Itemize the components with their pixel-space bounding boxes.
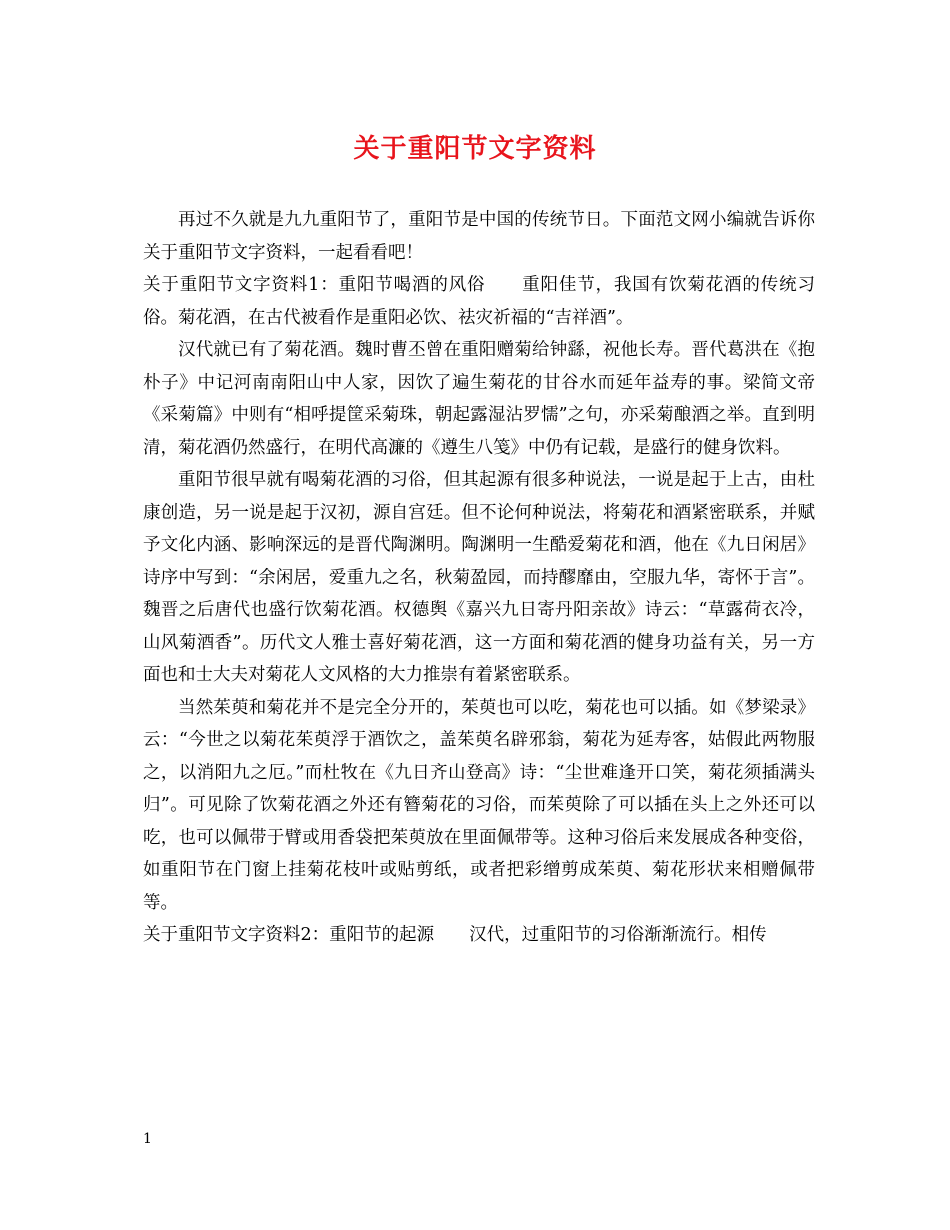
paragraph-han-dynasty: 汉代就已有了菊花酒。魏时曹丕曾在重阳赠菊给钟繇，祝他长寿。晋代葛洪在《抱朴子》中记河南南阳山中人家，因饮了遍生菊花的甘谷水而延年益寿的事。梁简文帝《采菊篇》中则有“相呼提筐采菊珠，朝起露湿沾罗懦”之句，亦采菊酿酒之举。直到明清，菊花酒仍然盛行，在明代高濂的《遵生八笺》中仍有记载，是盛行的健身饮料。 (143, 340, 815, 458)
document-body (143, 204, 815, 952)
document-title: 关于重阳节文字资料 (353, 134, 597, 164)
paragraph-intro: 再过不久就是九九重阳节了，重阳节是中国的传统节日。下面范文网小编就告诉你关于重阳节文字资料，一起看看吧！ (143, 210, 815, 263)
paragraph-section-1-heading: 关于重阳节文字资料1：重阳节喝酒的风俗 重阳佳节，我国有饮菊花酒的传统习俗。菊花酒，在古代被看作是重阳必饮、祛灾祈福的“吉祥酒”。 (143, 275, 815, 328)
paragraph-origin-customs: 重阳节很早就有喝菊花酒的习俗，但其起源有很多种说法，一说是起于上古，由杜康创造，另一说是起于汉初，源自宫廷。但不论何种说法，将菊花和酒紧密联系，并赋予文化内涵、影响深远的是晋代陶渊明。陶渊明一生酷爱菊花和酒，他在《九日闲居》诗序中写到：“余闲居，爱重九之名，秋菊盈园，而持醪靡由，空服九华，寄怀于言”。魏晋之后唐代也盛行饮菊花酒。权德舆《嘉兴九日寄丹阳亲故》诗云：“草露荷衣冷，山风菊酒香”。历代文人雅士喜好菊花酒，这一方面和菊花酒的健身功益有关，另一方面也和士大夫对菊花人文风格的大力推崇有着紧密联系。 (143, 470, 815, 685)
paragraph-section-2-heading: 关于重阳节文字资料2：重阳节的起源 汉代，过重阳节的习俗渐渐流行。相传 (143, 925, 767, 945)
page-number: 1 (143, 1131, 152, 1147)
paragraph-zhuyu-chrysanthemum: 当然茱萸和菊花并不是完全分开的，茱萸也可以吃，菊花也可以插。如《梦梁录》云：“今世之以菊花茱萸浮于酒饮之，盖茱萸名辟邪翁，菊花为延寿客，姑假此两物服之，以消阳九之厄。”而杜牧在《九日齐山登高》诗：“尘世难逢开口笑，菊花须插满头归”。可见除了饮菊花酒之外还有簪菊花的习俗，而茱萸除了可以插在头上之外还可以吃，也可以佩带于臂或用香袋把茱萸放在里面佩带等。这种习俗后来发展成各种变俗，如重阳节在门窗上挂菊花枝叶或贴剪纸，或者把彩缯剪成茱萸、菊花形状来相赠佩带等。 (143, 697, 815, 913)
